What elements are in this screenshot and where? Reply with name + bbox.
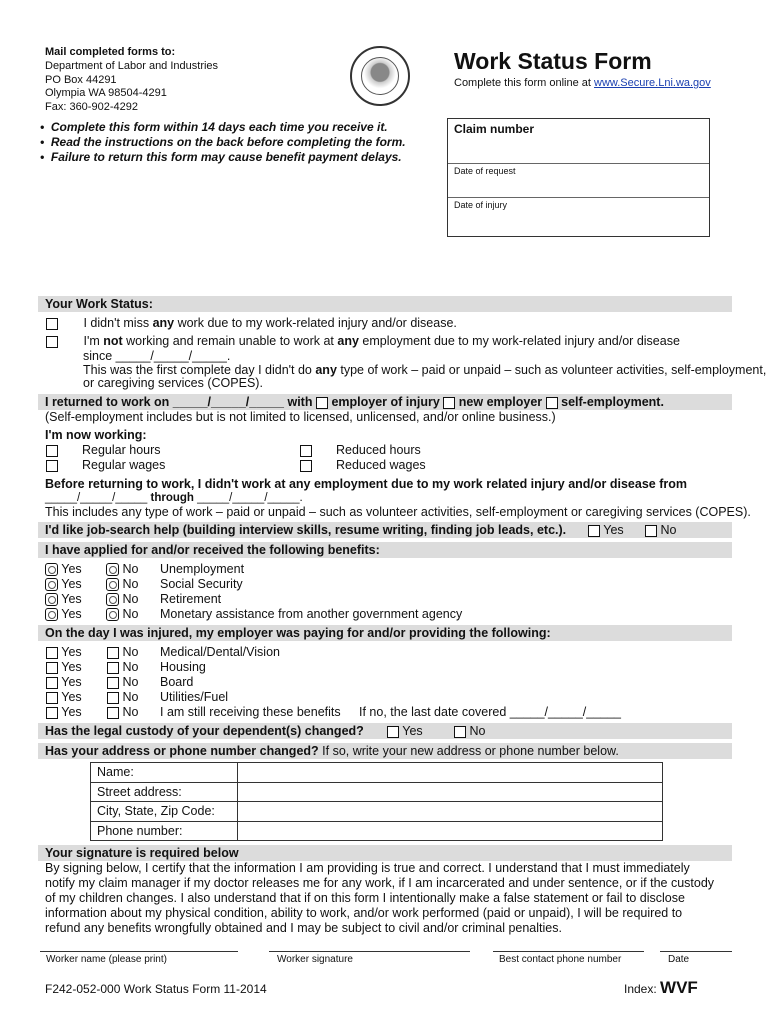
now-working-heading: I'm now working:: [45, 428, 147, 442]
phone-input[interactable]: [238, 821, 663, 841]
work-status-option-1: I didn't miss any work due to my work-related injury and/or disease.: [46, 316, 457, 331]
form-index: Index: WVF: [624, 978, 698, 997]
monetary-yes-radio[interactable]: [45, 608, 58, 621]
retirement-no-radio[interactable]: [106, 593, 119, 606]
custody-yes-checkbox[interactable]: [387, 726, 399, 738]
before-returning-note: This includes any type of work – paid or unpaid – such as volunteer activities, self-employment or caregiving services (COPES).: [45, 505, 751, 519]
phone-line[interactable]: Best contact phone number: [493, 951, 644, 965]
date-of-injury-label[interactable]: Date of injury: [454, 200, 508, 210]
reduced-hours-checkbox[interactable]: [300, 445, 312, 457]
benefit-label: Retirement: [160, 592, 222, 606]
first-day-note-cont: or caregiving services (COPES).: [83, 376, 263, 390]
street-input[interactable]: [238, 782, 663, 802]
signature-heading: Your signature is required below: [38, 845, 732, 861]
unemployment-no-radio[interactable]: [106, 563, 119, 576]
form-id: F242-052-000 Work Status Form 11-2014: [45, 982, 267, 996]
address-change-row: Has your address or phone number changed? If so, write your new address or phone number below.: [38, 743, 732, 759]
job-search-row: I'd like job-search help (building interview skills, resume writing, finding job leads, etc.). Yes No: [38, 522, 732, 538]
self-employment-note: (Self-employment includes but is not limited to licensed, unlicensed, and/or online business.): [45, 410, 556, 424]
board-no-checkbox[interactable]: [107, 677, 119, 689]
date-line[interactable]: Date: [660, 951, 732, 965]
mail-heading: Mail completed forms to:: [45, 46, 176, 58]
medical-yes-checkbox[interactable]: [46, 647, 58, 659]
utilities-yes-checkbox[interactable]: [46, 692, 58, 704]
street-label: Street address:: [91, 782, 238, 802]
board-yes-checkbox[interactable]: [46, 677, 58, 689]
regular-wages-checkbox[interactable]: [46, 460, 58, 472]
still-receiving-no-checkbox[interactable]: [107, 707, 119, 719]
social-security-yes-radio[interactable]: [45, 578, 58, 591]
self-employment-checkbox[interactable]: [546, 397, 558, 409]
date-of-request-label[interactable]: Date of request: [454, 166, 516, 176]
employer-of-injury-checkbox[interactable]: [316, 397, 328, 409]
unemployment-yes-radio[interactable]: [45, 563, 58, 576]
regular-wages-option: Regular wages: [46, 458, 165, 473]
not-working-checkbox[interactable]: [46, 336, 58, 348]
online-link[interactable]: www.Secure.Lni.wa.gov: [594, 77, 711, 89]
since-date-field[interactable]: since _____/_____/_____.: [83, 349, 231, 363]
employer-benefit-label: Housing: [160, 660, 206, 674]
custody-row: Has the legal custody of your dependent(s) changed? Yes No: [38, 723, 732, 739]
employer-benefit-label: Utilities/Fuel: [160, 690, 229, 704]
new-employer-checkbox[interactable]: [443, 397, 455, 409]
benefit-row-monetary: Yes: [45, 607, 82, 622]
instruction-bullets: • Complete this form within 14 days each time you receive it. • Read the instructions on the back before completing the form. • Failure to return this form may cause benefit payment delays.: [40, 120, 406, 164]
claim-number-label[interactable]: Claim number: [454, 122, 535, 136]
mail-address: Department of Labor and Industries PO Box 44291 Olympia WA 98504-4291 Fax: 360-902-4292: [45, 60, 219, 113]
regular-hours-checkbox[interactable]: [46, 445, 58, 457]
page-title: Work Status Form: [454, 48, 652, 74]
employer-paying-heading: On the day I was injured, my employer was paying for and/or providing the following:: [38, 625, 732, 641]
city-input[interactable]: [238, 802, 663, 822]
employer-benefit-label: Board: [160, 675, 194, 689]
medical-no-checkbox[interactable]: [107, 647, 119, 659]
first-day-note: This was the first complete day I didn't do any type of work – paid or unpaid – such as volunteer activities, self-employment,: [83, 363, 767, 377]
benefit-label: Social Security: [160, 577, 243, 591]
work-status-option-2: I'm not working and remain unable to work at any employment due to my work-related injury and/or disease: [46, 334, 680, 349]
employer-benefit-label: I am still receiving these benefits: [160, 705, 341, 719]
reduced-wages-option: Reduced wages: [300, 458, 426, 473]
claim-box: [447, 118, 710, 237]
online-note: Complete this form online at www.Secure.Lni.wa.gov: [454, 77, 711, 89]
reduced-wages-checkbox[interactable]: [300, 460, 312, 472]
certification-text: By signing below, I certify that the information I am providing is true and correct. I understand that I must immediately notify my claim manager if my doctor releases me for any work, if I am incarcerated and under sentence, or if the custody of my children changes. I also understand that if on this form I intentionally make a false statement or fail to disclose information about my physical condition, ability to work, and/or work performed (paid or unpaid), I will be required to refund any benefits wrongfully obtained and I may be subject to civil and/or criminal penalties.: [45, 861, 715, 935]
phone-label: Phone number:: [91, 821, 238, 841]
employer-benefit-label: Medical/Dental/Vision: [160, 645, 280, 659]
address-table: [90, 762, 663, 841]
benefit-row-retirement: Yes: [45, 592, 82, 607]
city-label: City, State, Zip Code:: [91, 802, 238, 822]
benefit-label: Monetary assistance from another government agency: [160, 607, 463, 621]
no-missed-work-checkbox[interactable]: [46, 318, 58, 330]
returned-to-work-row: I returned to work on _____/_____/_____ with employer of injury new employer self-employment.: [38, 394, 732, 410]
still-receiving-yes-checkbox[interactable]: [46, 707, 58, 719]
custody-no-checkbox[interactable]: [454, 726, 466, 738]
work-status-heading: Your Work Status:: [38, 296, 732, 312]
last-date-covered-field[interactable]: If no, the last date covered _____/_____/_____: [359, 705, 622, 719]
name-input[interactable]: [238, 763, 663, 783]
job-search-no-checkbox[interactable]: [645, 525, 657, 537]
worker-name-line[interactable]: Worker name (please print): [40, 951, 238, 965]
utilities-no-checkbox[interactable]: [107, 692, 119, 704]
monetary-no-radio[interactable]: [106, 608, 119, 621]
retirement-yes-radio[interactable]: [45, 593, 58, 606]
job-search-yes-checkbox[interactable]: [588, 525, 600, 537]
regular-hours-option: Regular hours: [46, 443, 161, 458]
social-security-no-radio[interactable]: [106, 578, 119, 591]
benefit-label: Unemployment: [160, 562, 245, 576]
benefit-row-unemployment: Yes: [45, 562, 82, 577]
before-returning-heading: Before returning to work, I didn't work at any employment due to my work related injury and/or disease from: [45, 477, 687, 491]
housing-yes-checkbox[interactable]: [46, 662, 58, 674]
state-seal-icon: [350, 46, 410, 106]
reduced-hours-option: Reduced hours: [300, 443, 421, 458]
worker-signature-line[interactable]: Worker signature: [269, 951, 470, 965]
benefit-row-social-security: Yes: [45, 577, 82, 592]
before-returning-dates[interactable]: _____/_____/_____ through _____/_____/_____.: [45, 492, 303, 504]
housing-no-checkbox[interactable]: [107, 662, 119, 674]
name-label: Name:: [91, 763, 238, 783]
benefits-heading: I have applied for and/or received the following benefits:: [38, 542, 732, 558]
